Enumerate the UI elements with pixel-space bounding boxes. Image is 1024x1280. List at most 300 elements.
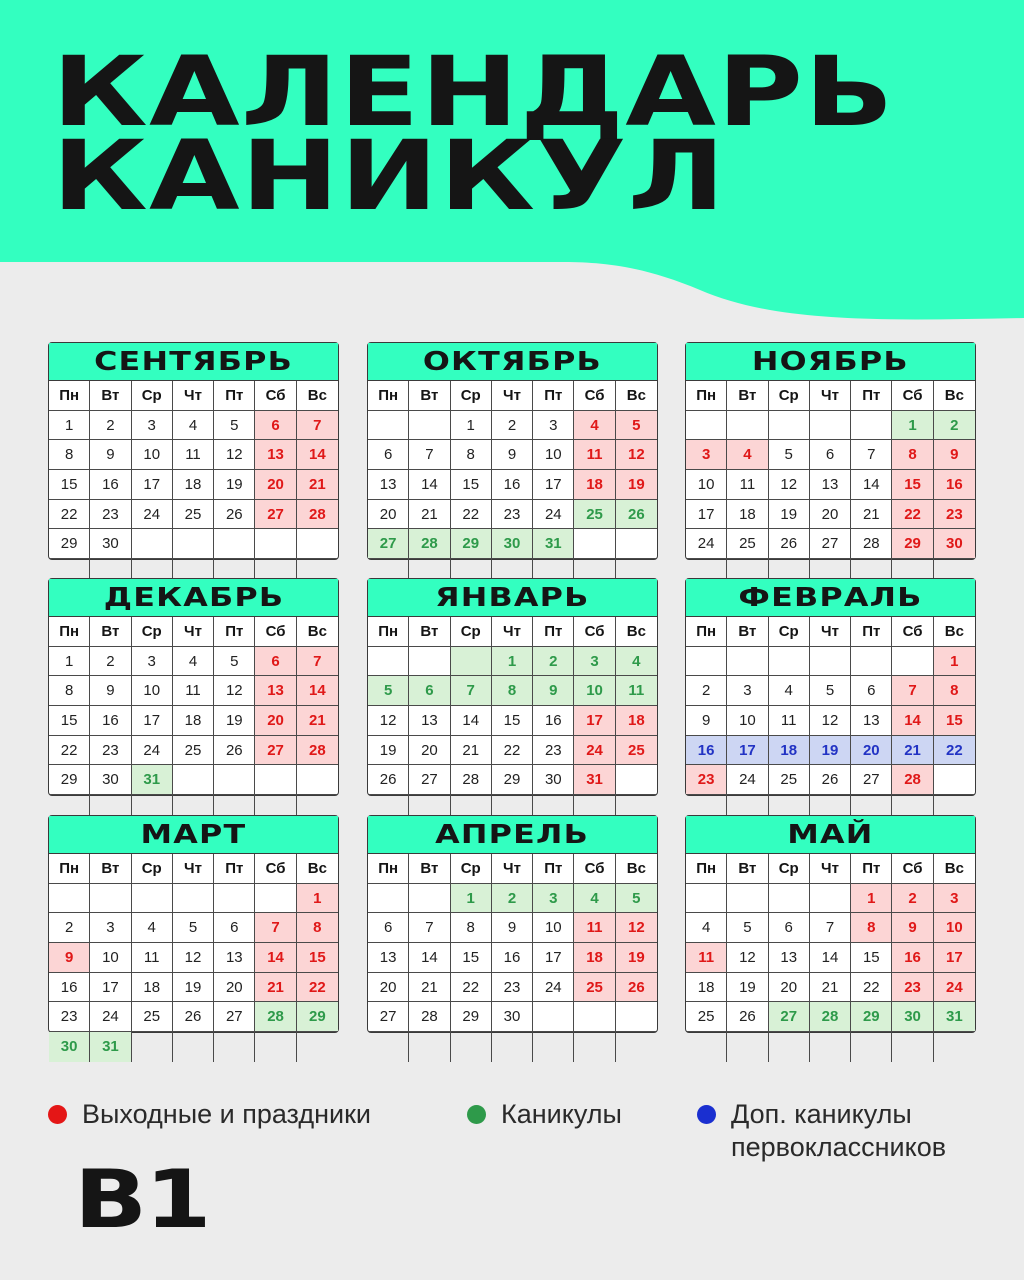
day-cell: 13 [255, 440, 296, 470]
day-cell: 17 [727, 736, 768, 766]
day-cell: 14 [810, 943, 851, 973]
day-cell: 11 [727, 470, 768, 500]
day-cell: 17 [132, 470, 173, 500]
day-cell: 10 [90, 943, 131, 973]
day-cell: 20 [810, 500, 851, 530]
day-cell: 22 [49, 500, 90, 530]
day-cell: 15 [451, 470, 492, 500]
month-card [685, 815, 976, 1033]
day-cell: 26 [769, 529, 810, 559]
day-cell: 15 [451, 943, 492, 973]
day-cell: 2 [90, 411, 131, 441]
day-cell: 3 [574, 647, 615, 677]
weekday-label: Чт [173, 617, 214, 647]
weekday-label: Пн [49, 854, 90, 884]
day-cell: 7 [297, 647, 338, 677]
day-cell: 11 [173, 440, 214, 470]
empty-cell [368, 411, 409, 441]
day-cell: 28 [409, 529, 450, 559]
empty-cell [409, 884, 450, 914]
empty-cell [686, 411, 727, 441]
weekday-label: Чт [492, 381, 533, 411]
month-card [685, 578, 976, 796]
empty-cell [214, 884, 255, 914]
day-cell: 25 [173, 500, 214, 530]
day-cell: 6 [810, 440, 851, 470]
weekday-label: Пн [49, 617, 90, 647]
month-days-grid [686, 854, 975, 1062]
weekday-label: Вт [409, 854, 450, 884]
empty-cell [616, 765, 657, 795]
day-cell: 13 [214, 943, 255, 973]
month-name [686, 343, 975, 381]
day-cell: 20 [214, 973, 255, 1003]
day-cell: 16 [934, 470, 975, 500]
day-cell: 9 [90, 440, 131, 470]
b1-logo: B1 [74, 1153, 210, 1246]
day-cell: 9 [492, 913, 533, 943]
day-cell: 27 [255, 736, 296, 766]
weekday-label: Вс [934, 381, 975, 411]
day-cell: 5 [810, 676, 851, 706]
month-days-grid [686, 381, 975, 589]
day-cell: 24 [533, 973, 574, 1003]
day-cell: 2 [492, 411, 533, 441]
empty-cell [892, 647, 933, 677]
day-cell: 20 [851, 736, 892, 766]
day-cell: 21 [851, 500, 892, 530]
day-cell: 9 [686, 706, 727, 736]
day-cell: 9 [492, 440, 533, 470]
weekday-label: Вс [616, 854, 657, 884]
month-name-text: ЯНВАРЬ [435, 582, 590, 613]
day-cell: 8 [892, 440, 933, 470]
day-cell: 8 [492, 676, 533, 706]
month-name [49, 343, 338, 381]
weekday-label: Вт [727, 854, 768, 884]
day-cell: 5 [368, 676, 409, 706]
legend-vacation [467, 1098, 622, 1131]
empty-cell [851, 411, 892, 441]
day-cell: 7 [409, 440, 450, 470]
day-cell: 3 [132, 411, 173, 441]
day-cell: 25 [132, 1002, 173, 1032]
day-cell: 13 [255, 676, 296, 706]
day-cell: 24 [533, 500, 574, 530]
day-cell: 30 [90, 529, 131, 559]
weekday-label: Сб [892, 617, 933, 647]
day-cell: 24 [132, 500, 173, 530]
day-cell: 14 [892, 706, 933, 736]
day-cell: 23 [533, 736, 574, 766]
day-cell: 13 [368, 470, 409, 500]
day-cell: 30 [492, 1002, 533, 1032]
day-cell: 4 [616, 647, 657, 677]
weekday-label: Ср [769, 381, 810, 411]
day-cell: 23 [892, 973, 933, 1003]
day-cell: 8 [49, 676, 90, 706]
empty-cell [173, 765, 214, 795]
weekday-label: Вс [934, 854, 975, 884]
day-cell: 16 [892, 943, 933, 973]
day-cell: 18 [616, 706, 657, 736]
day-cell: 17 [686, 500, 727, 530]
day-cell: 26 [214, 736, 255, 766]
day-cell: 6 [769, 913, 810, 943]
day-cell: 11 [574, 913, 615, 943]
empty-cell [727, 1032, 768, 1062]
weekday-label: Пн [368, 854, 409, 884]
day-cell: 14 [255, 943, 296, 973]
day-cell: 1 [49, 647, 90, 677]
day-cell: 14 [409, 943, 450, 973]
weekday-label: Пт [214, 854, 255, 884]
page-title [52, 36, 895, 232]
empty-cell [769, 1032, 810, 1062]
day-cell: 12 [214, 676, 255, 706]
day-cell: 23 [686, 765, 727, 795]
empty-cell [727, 884, 768, 914]
day-cell: 19 [769, 500, 810, 530]
weekday-label: Сб [574, 617, 615, 647]
day-cell: 3 [533, 411, 574, 441]
day-cell: 29 [49, 765, 90, 795]
legend-first-grade-label [731, 1098, 946, 1164]
day-cell: 8 [451, 913, 492, 943]
day-cell: 7 [810, 913, 851, 943]
day-cell: 28 [851, 529, 892, 559]
day-cell: 2 [892, 884, 933, 914]
day-cell: 18 [173, 706, 214, 736]
day-cell: 28 [810, 1002, 851, 1032]
day-cell: 24 [686, 529, 727, 559]
month-name [686, 579, 975, 617]
weekday-label: Сб [574, 854, 615, 884]
empty-cell [173, 529, 214, 559]
day-cell: 4 [574, 884, 615, 914]
day-cell: 8 [851, 913, 892, 943]
day-cell: 25 [727, 529, 768, 559]
blue-dot-icon [697, 1105, 716, 1124]
day-cell: 26 [727, 1002, 768, 1032]
day-cell: 12 [810, 706, 851, 736]
day-cell: 24 [132, 736, 173, 766]
day-cell: 25 [616, 736, 657, 766]
month-name-text: НОЯБРЬ [752, 346, 909, 377]
legend-first-grade-line-2: первоклассников [731, 1132, 947, 1162]
month-card [367, 578, 658, 796]
empty-cell [255, 765, 296, 795]
day-cell: 1 [49, 411, 90, 441]
day-cell: 24 [90, 1002, 131, 1032]
day-cell: 21 [297, 470, 338, 500]
day-cell: 1 [851, 884, 892, 914]
day-cell: 4 [574, 411, 615, 441]
day-cell: 15 [934, 706, 975, 736]
day-cell: 10 [132, 676, 173, 706]
empty-cell [255, 884, 296, 914]
day-cell: 20 [769, 973, 810, 1003]
day-cell: 18 [574, 943, 615, 973]
empty-cell [686, 647, 727, 677]
empty-cell [132, 529, 173, 559]
empty-cell [173, 1032, 214, 1062]
empty-cell [533, 1032, 574, 1062]
weekday-label: Сб [255, 381, 296, 411]
day-cell: 15 [49, 706, 90, 736]
day-cell: 6 [368, 913, 409, 943]
day-cell: 13 [851, 706, 892, 736]
month-name [49, 816, 338, 854]
weekday-label: Ср [451, 617, 492, 647]
day-cell: 17 [90, 973, 131, 1003]
day-cell: 10 [574, 676, 615, 706]
weekday-label: Пн [368, 381, 409, 411]
empty-cell [616, 1002, 657, 1032]
day-cell: 2 [686, 676, 727, 706]
day-cell: 17 [574, 706, 615, 736]
day-cell: 19 [810, 736, 851, 766]
day-cell: 26 [616, 973, 657, 1003]
day-cell: 16 [49, 973, 90, 1003]
weekday-label: Чт [173, 854, 214, 884]
weekday-label: Ср [132, 617, 173, 647]
month-name-text: ФЕВРАЛЬ [738, 582, 923, 613]
weekday-label: Пт [851, 381, 892, 411]
day-cell: 7 [409, 913, 450, 943]
day-cell: 30 [90, 765, 131, 795]
day-cell: 27 [851, 765, 892, 795]
month-card [367, 342, 658, 560]
weekday-label: Вс [616, 381, 657, 411]
day-cell: 21 [892, 736, 933, 766]
day-cell: 1 [451, 411, 492, 441]
day-cell: 18 [574, 470, 615, 500]
empty-cell [492, 1032, 533, 1062]
weekday-label: Вт [409, 381, 450, 411]
day-cell: 14 [409, 470, 450, 500]
empty-cell [727, 411, 768, 441]
empty-cell [686, 884, 727, 914]
day-cell: 30 [533, 765, 574, 795]
day-cell: 28 [255, 1002, 296, 1032]
day-cell: 14 [451, 706, 492, 736]
empty-cell [769, 884, 810, 914]
day-cell: 5 [769, 440, 810, 470]
month-name-text: МАЙ [787, 819, 874, 850]
empty-cell [368, 884, 409, 914]
month-card [48, 342, 339, 560]
month-days-grid [368, 617, 657, 825]
weekday-label: Сб [255, 617, 296, 647]
day-cell: 15 [49, 470, 90, 500]
weekday-label: Пт [851, 617, 892, 647]
day-cell: 19 [368, 736, 409, 766]
day-cell: 2 [492, 884, 533, 914]
day-cell: 27 [769, 1002, 810, 1032]
month-name-text: СЕНТЯБРЬ [94, 346, 293, 377]
day-cell: 28 [297, 736, 338, 766]
empty-cell [255, 529, 296, 559]
weekday-label: Сб [892, 854, 933, 884]
day-cell: 14 [851, 470, 892, 500]
day-cell: 27 [255, 500, 296, 530]
month-name-text: МАРТ [140, 819, 247, 850]
weekday-label: Ср [769, 617, 810, 647]
weekday-label: Ср [769, 854, 810, 884]
month-name-text: ОКТЯБРЬ [422, 346, 603, 377]
day-cell: 12 [727, 943, 768, 973]
month-card [48, 815, 339, 1056]
day-cell: 10 [533, 440, 574, 470]
weekday-label: Вс [616, 617, 657, 647]
weekday-label: Чт [173, 381, 214, 411]
day-cell: 3 [132, 647, 173, 677]
day-cell: 2 [49, 913, 90, 943]
legend-first-grade [697, 1098, 946, 1164]
day-cell: 12 [616, 440, 657, 470]
day-cell: 21 [451, 736, 492, 766]
empty-cell [214, 1032, 255, 1062]
day-cell: 29 [451, 1002, 492, 1032]
day-cell: 11 [173, 676, 214, 706]
day-cell: 1 [297, 884, 338, 914]
day-cell: 31 [90, 1032, 131, 1062]
month-name-text: АПРЕЛЬ [435, 819, 590, 850]
day-cell: 8 [934, 676, 975, 706]
day-cell: 3 [90, 913, 131, 943]
day-cell: 6 [255, 411, 296, 441]
weekday-label: Вс [297, 381, 338, 411]
month-name [368, 816, 657, 854]
day-cell: 27 [409, 765, 450, 795]
empty-cell [409, 411, 450, 441]
day-cell: 8 [297, 913, 338, 943]
day-cell: 1 [934, 647, 975, 677]
day-cell: 3 [533, 884, 574, 914]
weekday-label: Вт [727, 381, 768, 411]
day-cell: 21 [297, 706, 338, 736]
day-cell: 24 [574, 736, 615, 766]
day-cell: 17 [533, 943, 574, 973]
day-cell: 9 [533, 676, 574, 706]
weekday-label: Чт [810, 854, 851, 884]
day-cell: 7 [451, 676, 492, 706]
day-cell: 10 [132, 440, 173, 470]
day-cell: 21 [409, 500, 450, 530]
day-cell: 30 [49, 1032, 90, 1062]
day-cell: 30 [492, 529, 533, 559]
day-cell: 19 [727, 973, 768, 1003]
day-cell: 23 [934, 500, 975, 530]
empty-cell [810, 411, 851, 441]
weekday-label: Ср [132, 854, 173, 884]
day-cell: 17 [934, 943, 975, 973]
weekday-label: Пн [49, 381, 90, 411]
day-cell: 23 [90, 736, 131, 766]
day-cell: 18 [173, 470, 214, 500]
day-cell: 4 [173, 647, 214, 677]
day-cell: 22 [851, 973, 892, 1003]
empty-cell [574, 529, 615, 559]
month-days-grid [686, 617, 975, 825]
empty-cell [90, 884, 131, 914]
empty-cell [132, 1032, 173, 1062]
day-cell: 7 [851, 440, 892, 470]
weekday-label: Ср [451, 854, 492, 884]
day-cell: 26 [368, 765, 409, 795]
day-cell: 10 [533, 913, 574, 943]
empty-cell [132, 884, 173, 914]
day-cell: 8 [49, 440, 90, 470]
day-cell: 20 [255, 706, 296, 736]
day-cell: 20 [255, 470, 296, 500]
day-cell: 22 [49, 736, 90, 766]
day-cell: 5 [173, 913, 214, 943]
day-cell: 31 [132, 765, 173, 795]
day-cell: 26 [616, 500, 657, 530]
weekday-label: Пт [851, 854, 892, 884]
day-cell: 28 [409, 1002, 450, 1032]
day-cell: 16 [492, 943, 533, 973]
day-cell: 7 [255, 913, 296, 943]
weekday-label: Чт [810, 381, 851, 411]
legend-weekend-label: Выходные и праздники [82, 1099, 371, 1129]
day-cell: 18 [727, 500, 768, 530]
day-cell: 27 [368, 529, 409, 559]
empty-cell [810, 647, 851, 677]
month-days-grid [49, 854, 338, 1062]
empty-cell [769, 647, 810, 677]
empty-cell [810, 884, 851, 914]
month-name [368, 579, 657, 617]
day-cell: 13 [769, 943, 810, 973]
day-cell: 21 [255, 973, 296, 1003]
day-cell: 28 [297, 500, 338, 530]
green-dot-icon [467, 1105, 486, 1124]
day-cell: 15 [851, 943, 892, 973]
day-cell: 1 [892, 411, 933, 441]
day-cell: 24 [727, 765, 768, 795]
weekday-label: Пт [214, 617, 255, 647]
empty-cell [214, 529, 255, 559]
day-cell: 24 [934, 973, 975, 1003]
day-cell: 17 [132, 706, 173, 736]
day-cell: 6 [409, 676, 450, 706]
legend-first-grade-line-1: Доп. каникулы [731, 1099, 912, 1129]
weekday-label: Пт [214, 381, 255, 411]
empty-cell [409, 647, 450, 677]
weekday-label: Вт [409, 617, 450, 647]
day-cell: 12 [769, 470, 810, 500]
month-card [685, 342, 976, 560]
day-cell: 19 [214, 470, 255, 500]
day-cell: 29 [492, 765, 533, 795]
empty-cell [451, 1032, 492, 1062]
day-cell: 27 [810, 529, 851, 559]
weekday-label: Пн [686, 854, 727, 884]
day-cell: 11 [769, 706, 810, 736]
day-cell: 22 [451, 500, 492, 530]
day-cell: 29 [851, 1002, 892, 1032]
empty-cell [616, 529, 657, 559]
empty-cell [769, 411, 810, 441]
weekday-label: Ср [451, 381, 492, 411]
empty-cell [297, 765, 338, 795]
day-cell: 8 [451, 440, 492, 470]
day-cell: 16 [90, 706, 131, 736]
empty-cell [727, 647, 768, 677]
